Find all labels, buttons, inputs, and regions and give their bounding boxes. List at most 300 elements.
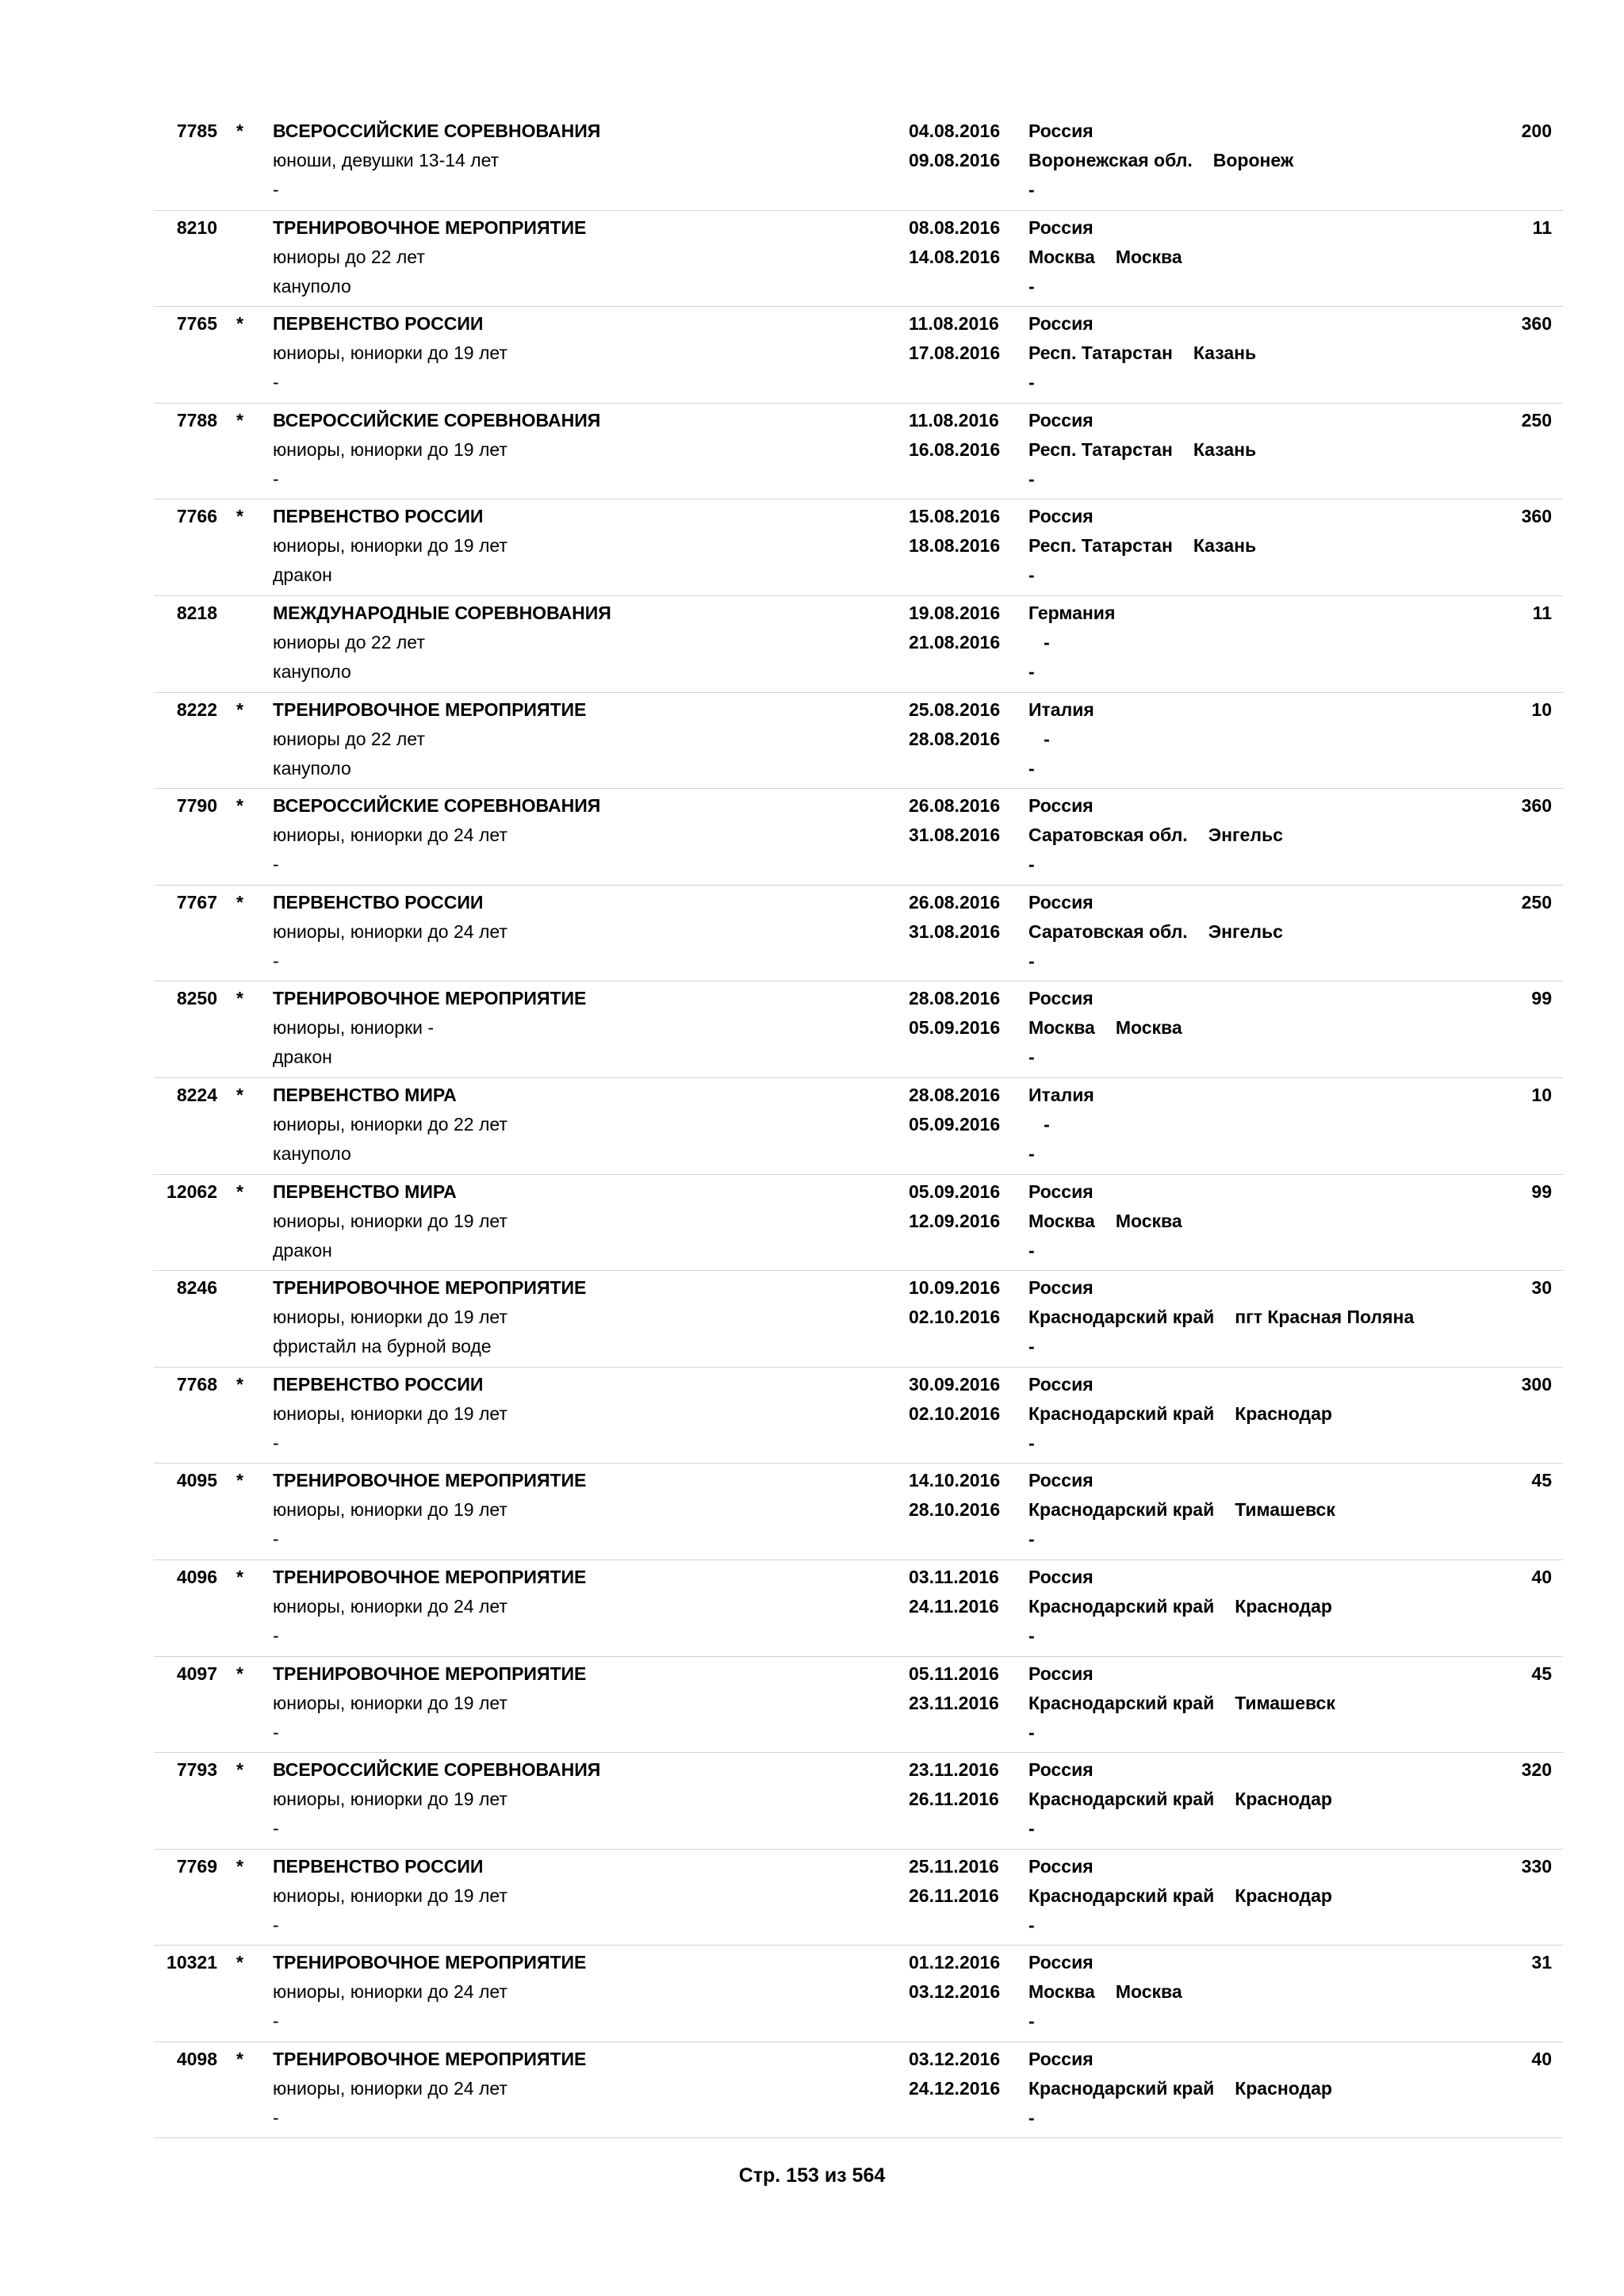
- event-participants: 330: [1521, 1855, 1552, 1877]
- event-discipline: кануполо: [273, 275, 351, 297]
- event-dates: [909, 1177, 1000, 1236]
- event-date-end: 24.11.2016: [909, 1595, 999, 1617]
- event-dates: [909, 984, 1000, 1043]
- event-discipline: -: [273, 2107, 279, 2128]
- event-location: [1028, 1273, 1414, 1361]
- event-city: Краснодар: [1235, 1595, 1332, 1617]
- event-location: [1028, 1177, 1182, 1265]
- event-location-extra: -: [1028, 179, 1035, 200]
- event-country: Италия: [1028, 1084, 1094, 1105]
- event-date-end: 26.11.2016: [909, 1885, 999, 1906]
- event-date-end: 28.10.2016: [909, 1499, 1001, 1521]
- event-region: -: [1028, 728, 1050, 749]
- event-city: Москва: [1115, 1981, 1182, 2003]
- event-location-extra: -: [1028, 1142, 1035, 1164]
- event-row: [154, 404, 1563, 500]
- event-location-extra: -: [1028, 1432, 1035, 1453]
- event-location-extra: -: [1028, 468, 1035, 489]
- event-participants: 11: [1532, 216, 1552, 238]
- event-row: [154, 982, 1563, 1078]
- event-age-group: юниоры, юниорки до 19 лет: [273, 1499, 508, 1521]
- event-title: ТРЕНИРОВОЧНОЕ МЕРОПРИЯТИЕ: [273, 1277, 587, 1299]
- event-dates: [909, 1273, 1000, 1332]
- event-region-city: [1028, 725, 1094, 754]
- event-date-end: 31.08.2016: [909, 825, 1001, 846]
- event-mark: *: [236, 313, 243, 335]
- event-dates: [909, 1948, 1000, 2007]
- event-location: [1028, 1466, 1335, 1554]
- event-location: [1028, 213, 1182, 301]
- event-date-start: 25.08.2016: [909, 698, 1001, 720]
- event-age-group: юниоры, юниорки до 24 лет: [273, 2077, 508, 2099]
- event-date-start: 25.11.2016: [909, 1855, 999, 1877]
- event-id: 7793: [176, 1759, 217, 1781]
- event-country: Россия: [1028, 891, 1094, 913]
- event-region: Краснодарский край: [1028, 1499, 1215, 1521]
- event-location: [1028, 406, 1256, 494]
- event-age-group: юниоры до 22 лет: [273, 728, 425, 749]
- event-date-end: 05.09.2016: [909, 1017, 1001, 1039]
- event-region-city: [1028, 1303, 1414, 1332]
- event-country: Германия: [1028, 602, 1116, 623]
- page-number: Стр. 153 из 564: [738, 2164, 886, 2187]
- event-country: Россия: [1028, 795, 1094, 817]
- event-row: [154, 1078, 1563, 1175]
- event-region-city: [1028, 531, 1256, 561]
- event-region: -: [1028, 631, 1050, 652]
- event-location: [1028, 1948, 1182, 2036]
- event-participants: 45: [1531, 1470, 1552, 1491]
- event-region: Москва: [1028, 1981, 1095, 2003]
- event-dates: [909, 599, 1000, 657]
- event-country: Россия: [1028, 121, 1094, 141]
- event-description: [273, 1563, 586, 1651]
- event-country: Россия: [1028, 988, 1094, 1009]
- event-dates: [909, 1563, 999, 1621]
- event-location-extra: -: [1028, 1047, 1035, 1068]
- event-discipline: дракон: [273, 564, 332, 586]
- event-region: Респ. Татарстан: [1028, 438, 1173, 460]
- event-region-city: [1028, 2074, 1332, 2103]
- event-location-extra: -: [1028, 564, 1035, 586]
- event-region-city: [1028, 821, 1283, 850]
- event-participants: 30: [1531, 1277, 1552, 1299]
- event-discipline: -: [273, 1818, 279, 1839]
- event-age-group: юноши, девушки 13-14 лет: [273, 150, 500, 170]
- event-dates: [909, 2045, 1000, 2103]
- event-age-group: юниоры, юниорки до 22 лет: [273, 1113, 508, 1135]
- event-region-city: [1028, 1881, 1332, 1911]
- event-country: Россия: [1028, 1566, 1094, 1587]
- event-date-end: 17.08.2016: [909, 342, 1001, 364]
- event-city: Казань: [1193, 342, 1257, 364]
- event-age-group: юниоры, юниорки до 19 лет: [273, 535, 508, 557]
- event-id: 8222: [176, 698, 217, 720]
- event-description: [273, 309, 508, 397]
- event-location-extra: -: [1028, 950, 1035, 971]
- event-country: Россия: [1028, 1952, 1094, 1973]
- event-discipline: дракон: [273, 1047, 332, 1068]
- event-date-start: 15.08.2016: [909, 506, 1001, 527]
- event-location-extra: -: [1028, 1721, 1035, 1743]
- event-discipline: -: [273, 1914, 279, 1935]
- event-date-start: 03.11.2016: [909, 1566, 999, 1587]
- event-dates: [909, 213, 1000, 272]
- event-discipline: -: [273, 468, 279, 489]
- event-id: 8218: [176, 602, 217, 623]
- event-description: [273, 1081, 508, 1169]
- event-mark: *: [236, 1952, 243, 1973]
- event-region-city: [1028, 1110, 1094, 1139]
- event-discipline: -: [273, 854, 279, 875]
- event-row: [154, 499, 1563, 596]
- event-title: ПЕРВЕНСТВО РОССИИ: [273, 313, 484, 335]
- event-row: [154, 1560, 1563, 1657]
- event-discipline: -: [273, 1624, 279, 1646]
- event-description: [273, 1948, 586, 2036]
- event-row: [154, 693, 1563, 790]
- event-id: 8246: [176, 1277, 217, 1299]
- event-id: 7790: [176, 795, 217, 817]
- event-discipline: -: [273, 372, 279, 393]
- event-id: 8210: [176, 216, 217, 238]
- event-region: Респ. Татарстан: [1028, 535, 1173, 557]
- event-region-city: [1028, 146, 1293, 175]
- event-region: Саратовская обл.: [1028, 920, 1188, 942]
- event-date-end: 21.08.2016: [909, 631, 1001, 652]
- event-country: Россия: [1028, 1759, 1094, 1781]
- event-date-start: 08.08.2016: [909, 216, 1001, 238]
- event-region-city: [1028, 1689, 1335, 1718]
- event-location: [1028, 1659, 1335, 1747]
- event-date-start: 28.08.2016: [909, 1084, 1001, 1105]
- event-title: ТРЕНИРОВОЧНОЕ МЕРОПРИЯТИЕ: [273, 216, 587, 238]
- event-region-city: [1028, 1592, 1332, 1621]
- event-participants: 320: [1521, 1759, 1552, 1781]
- event-id: 8250: [176, 988, 217, 1009]
- event-row: [154, 1368, 1563, 1464]
- event-title: ВСЕРОССИЙСКИЕ СОРЕВНОВАНИЯ: [273, 795, 601, 817]
- event-city: Казань: [1193, 438, 1257, 460]
- event-region-city: [1028, 1399, 1332, 1429]
- event-region: Краснодарский край: [1028, 1885, 1215, 1906]
- event-location-extra: -: [1028, 1336, 1035, 1357]
- event-dates: [909, 406, 1000, 465]
- event-region: Москва: [1028, 1210, 1095, 1231]
- event-title: ПЕРВЕНСТВО РОССИИ: [273, 506, 484, 527]
- event-description: [273, 599, 611, 687]
- event-mark: *: [236, 698, 243, 720]
- event-city: Тимашевск: [1235, 1692, 1335, 1713]
- event-discipline: -: [273, 1432, 279, 1453]
- event-date-start: 01.12.2016: [909, 1952, 1001, 1973]
- event-region-city: [1028, 1977, 1182, 2007]
- event-id: 4098: [176, 2048, 217, 2069]
- event-country: Россия: [1028, 1181, 1094, 1202]
- event-participants: 11: [1532, 602, 1552, 623]
- event-location: [1028, 695, 1094, 783]
- event-date-end: 24.12.2016: [909, 2077, 1001, 2099]
- event-id: 4097: [176, 1663, 217, 1684]
- event-row: [154, 114, 1563, 211]
- event-city: Краснодар: [1235, 1885, 1332, 1906]
- event-title: ПЕРВЕНСТВО РОССИИ: [273, 1373, 484, 1395]
- event-description: [273, 502, 508, 590]
- event-age-group: юниоры, юниорки до 19 лет: [273, 1885, 508, 1906]
- event-location: [1028, 791, 1283, 879]
- event-country: Россия: [1028, 409, 1094, 430]
- event-id: 8224: [176, 1084, 217, 1105]
- event-city: Воронеж: [1212, 150, 1294, 170]
- event-date-end: 02.10.2016: [909, 1402, 1001, 1424]
- event-mark: *: [236, 1855, 243, 1877]
- event-date-start: 03.12.2016: [909, 2048, 1001, 2069]
- event-age-group: юниоры, юниорки до 19 лет: [273, 1307, 508, 1328]
- event-participants: 10: [1531, 698, 1552, 720]
- event-location: [1028, 1370, 1332, 1458]
- event-discipline: -: [273, 2011, 279, 2032]
- event-title: ВСЕРОССИЙСКИЕ СОРЕВНОВАНИЯ: [273, 121, 601, 141]
- event-row: [154, 1657, 1563, 1754]
- event-description: [273, 984, 586, 1072]
- event-date-end: 03.12.2016: [909, 1981, 1001, 2003]
- event-location-extra: -: [1028, 1529, 1035, 1550]
- event-city: Энгельс: [1208, 920, 1283, 942]
- event-row: [154, 307, 1563, 404]
- event-location: [1028, 599, 1115, 687]
- event-discipline: кануполо: [273, 660, 351, 682]
- event-discipline: -: [273, 1721, 279, 1743]
- event-region: -: [1028, 1113, 1050, 1135]
- event-region: Москва: [1028, 1017, 1095, 1039]
- event-location-extra: -: [1028, 2107, 1035, 2128]
- event-title: ТРЕНИРОВОЧНОЕ МЕРОПРИЯТИЕ: [273, 988, 587, 1009]
- event-description: [273, 2045, 586, 2133]
- event-region: Краснодарский край: [1028, 1595, 1215, 1617]
- event-row: [154, 1464, 1563, 1560]
- event-title: ТРЕНИРОВОЧНОЕ МЕРОПРИЯТИЕ: [273, 1663, 587, 1684]
- event-region: Краснодарский край: [1028, 2077, 1215, 2099]
- event-participants: 200: [1521, 121, 1552, 141]
- event-location-extra: -: [1028, 372, 1035, 393]
- event-location-extra: -: [1028, 757, 1035, 779]
- event-city: Казань: [1193, 535, 1257, 557]
- event-region-city: [1028, 1495, 1335, 1525]
- event-city: Москва: [1115, 1017, 1182, 1039]
- event-row: [154, 2042, 1563, 2139]
- event-age-group: юниоры, юниорки до 24 лет: [273, 1595, 508, 1617]
- event-dates: [909, 1755, 999, 1814]
- event-dates: [909, 695, 1000, 754]
- event-description: [273, 1273, 586, 1361]
- event-discipline: фристайл на бурной воде: [273, 1336, 492, 1357]
- event-location-extra: -: [1028, 660, 1035, 682]
- event-region: Краснодарский край: [1028, 1789, 1215, 1810]
- event-location-extra: -: [1028, 1624, 1035, 1646]
- event-dates: [909, 1852, 999, 1911]
- event-participants: 250: [1521, 409, 1552, 430]
- event-region-city: [1028, 1207, 1182, 1236]
- event-age-group: юниоры, юниорки до 19 лет: [273, 342, 508, 364]
- event-date-end: 12.09.2016: [909, 1210, 1001, 1231]
- event-id: 7788: [176, 409, 217, 430]
- event-row: [154, 1753, 1563, 1850]
- event-discipline: кануполо: [273, 1142, 351, 1164]
- event-date-start: 23.11.2016: [909, 1759, 999, 1781]
- event-title: ТРЕНИРОВОЧНОЕ МЕРОПРИЯТИЕ: [273, 2048, 587, 2069]
- event-mark: *: [236, 2048, 243, 2069]
- event-date-end: 26.11.2016: [909, 1789, 999, 1810]
- event-age-group: юниоры, юниорки -: [273, 1017, 435, 1039]
- event-region-city: [1028, 435, 1256, 465]
- event-city: Краснодар: [1235, 2077, 1332, 2099]
- event-mark: *: [236, 1470, 243, 1491]
- event-location-extra: -: [1028, 2011, 1035, 2032]
- event-participants: 360: [1521, 313, 1552, 335]
- event-date-start: 28.08.2016: [909, 988, 1001, 1009]
- event-age-group: юниоры до 22 лет: [273, 246, 425, 267]
- event-title: ТРЕНИРОВОЧНОЕ МЕРОПРИЯТИЕ: [273, 1470, 587, 1491]
- event-location: [1028, 1755, 1332, 1843]
- event-city: Краснодар: [1235, 1402, 1332, 1424]
- event-country: Россия: [1028, 216, 1094, 238]
- event-id: 7768: [176, 1373, 217, 1395]
- event-country: Россия: [1028, 1277, 1094, 1299]
- event-mark: *: [236, 1181, 243, 1202]
- event-description: [273, 791, 600, 879]
- event-description: [273, 695, 586, 783]
- event-description: [273, 888, 508, 976]
- event-participants: 31: [1531, 1952, 1552, 1973]
- event-discipline: -: [273, 950, 279, 971]
- event-date-end: 18.08.2016: [909, 535, 1001, 557]
- event-city: пгт Красная Поляна: [1235, 1307, 1415, 1328]
- event-country: Россия: [1028, 2048, 1094, 2069]
- event-row: [154, 1850, 1563, 1946]
- event-description: [273, 1466, 586, 1554]
- event-city: Энгельс: [1208, 825, 1283, 846]
- event-location-extra: -: [1028, 275, 1035, 297]
- event-id: 7769: [176, 1855, 217, 1877]
- event-dates: [909, 1370, 1000, 1429]
- event-title: МЕЖДУНАРОДНЫЕ СОРЕВНОВАНИЯ: [273, 602, 611, 623]
- event-age-group: юниоры, юниорки до 19 лет: [273, 1210, 508, 1231]
- event-region: Краснодарский край: [1028, 1692, 1215, 1713]
- event-participants: 250: [1521, 891, 1552, 913]
- event-dates: [909, 1466, 1000, 1525]
- event-age-group: юниоры, юниорки до 19 лет: [273, 438, 508, 460]
- event-mark: *: [236, 506, 243, 527]
- event-mark: *: [236, 1759, 243, 1781]
- event-row: [154, 1271, 1563, 1368]
- event-date-start: 11.08.2016: [909, 313, 999, 335]
- event-region-city: [1028, 339, 1256, 368]
- event-location: [1028, 984, 1182, 1072]
- event-age-group: юниоры, юниорки до 24 лет: [273, 920, 508, 942]
- event-location: [1028, 1852, 1332, 1940]
- event-discipline: -: [273, 179, 279, 200]
- event-title: ТРЕНИРОВОЧНОЕ МЕРОПРИЯТИЕ: [273, 1952, 587, 1973]
- event-location-extra: -: [1028, 854, 1035, 875]
- event-location-extra: -: [1028, 1914, 1035, 1935]
- event-title: ПЕРВЕНСТВО МИРА: [273, 1084, 457, 1105]
- event-country: Россия: [1028, 1663, 1094, 1684]
- event-date-end: 09.08.2016: [909, 150, 1001, 170]
- event-title: ПЕРВЕНСТВО МИРА: [273, 1181, 457, 1202]
- event-country: Россия: [1028, 1855, 1094, 1877]
- event-region: Краснодарский край: [1028, 1402, 1215, 1424]
- event-location: [1028, 1563, 1332, 1651]
- event-country: Италия: [1028, 698, 1094, 720]
- event-city: Тимашевск: [1235, 1499, 1335, 1521]
- event-country: Россия: [1028, 1373, 1094, 1395]
- event-location-extra: -: [1028, 1239, 1035, 1261]
- event-participants: 360: [1521, 506, 1552, 527]
- event-participants: 40: [1531, 1566, 1552, 1587]
- events-list: [154, 114, 1563, 2138]
- event-age-group: юниоры, юниорки до 24 лет: [273, 825, 508, 846]
- event-dates: [909, 1659, 999, 1718]
- event-id: 4096: [176, 1566, 217, 1587]
- event-country: Россия: [1028, 1470, 1094, 1491]
- event-title: ПЕРВЕНСТВО РОССИИ: [273, 891, 484, 913]
- event-region: Краснодарский край: [1028, 1307, 1215, 1328]
- event-title: ТРЕНИРОВОЧНОЕ МЕРОПРИЯТИЕ: [273, 698, 587, 720]
- event-region: Москва: [1028, 246, 1095, 267]
- event-discipline: кануполо: [273, 757, 351, 779]
- event-city: Краснодар: [1235, 1789, 1332, 1810]
- event-mark: *: [236, 1566, 243, 1587]
- event-row: [154, 1175, 1563, 1272]
- event-description: [273, 1659, 586, 1747]
- event-title: ВСЕРОССИЙСКИЕ СОРЕВНОВАНИЯ: [273, 409, 601, 430]
- event-age-group: юниоры до 22 лет: [273, 631, 425, 652]
- event-title: ВСЕРОССИЙСКИЕ СОРЕВНОВАНИЯ: [273, 1759, 601, 1781]
- event-description: [273, 406, 600, 494]
- event-participants: 99: [1531, 1181, 1552, 1202]
- event-id: 7785: [176, 121, 217, 141]
- event-date-end: 02.10.2016: [909, 1307, 1001, 1328]
- event-location: [1028, 502, 1256, 590]
- event-mark: *: [236, 891, 243, 913]
- event-date-start: 26.08.2016: [909, 795, 1001, 817]
- event-id: 10321: [167, 1952, 217, 1973]
- event-dates: [909, 117, 1000, 175]
- event-description: [273, 117, 600, 205]
- event-id: 7767: [176, 891, 217, 913]
- event-description: [273, 1370, 508, 1458]
- event-participants: 99: [1531, 988, 1552, 1009]
- event-age-group: юниоры, юниорки до 24 лет: [273, 1981, 508, 2003]
- event-description: [273, 1177, 508, 1265]
- event-mark: *: [236, 1373, 243, 1395]
- event-location: [1028, 309, 1256, 397]
- event-title: ПЕРВЕНСТВО РОССИИ: [273, 1855, 484, 1877]
- event-region-city: [1028, 1013, 1182, 1043]
- event-mark: *: [236, 1663, 243, 1684]
- event-region: Саратовская обл.: [1028, 825, 1188, 846]
- event-dates: [909, 791, 1000, 850]
- event-discipline: -: [273, 1529, 279, 1550]
- event-date-end: 14.08.2016: [909, 246, 1001, 267]
- event-location: [1028, 1081, 1094, 1169]
- event-date-start: 30.09.2016: [909, 1373, 1001, 1395]
- event-date-start: 11.08.2016: [909, 409, 999, 430]
- event-title: ТРЕНИРОВОЧНОЕ МЕРОПРИЯТИЕ: [273, 1566, 587, 1587]
- event-mark: *: [236, 988, 243, 1009]
- event-age-group: юниоры, юниорки до 19 лет: [273, 1692, 508, 1713]
- event-location: [1028, 117, 1293, 205]
